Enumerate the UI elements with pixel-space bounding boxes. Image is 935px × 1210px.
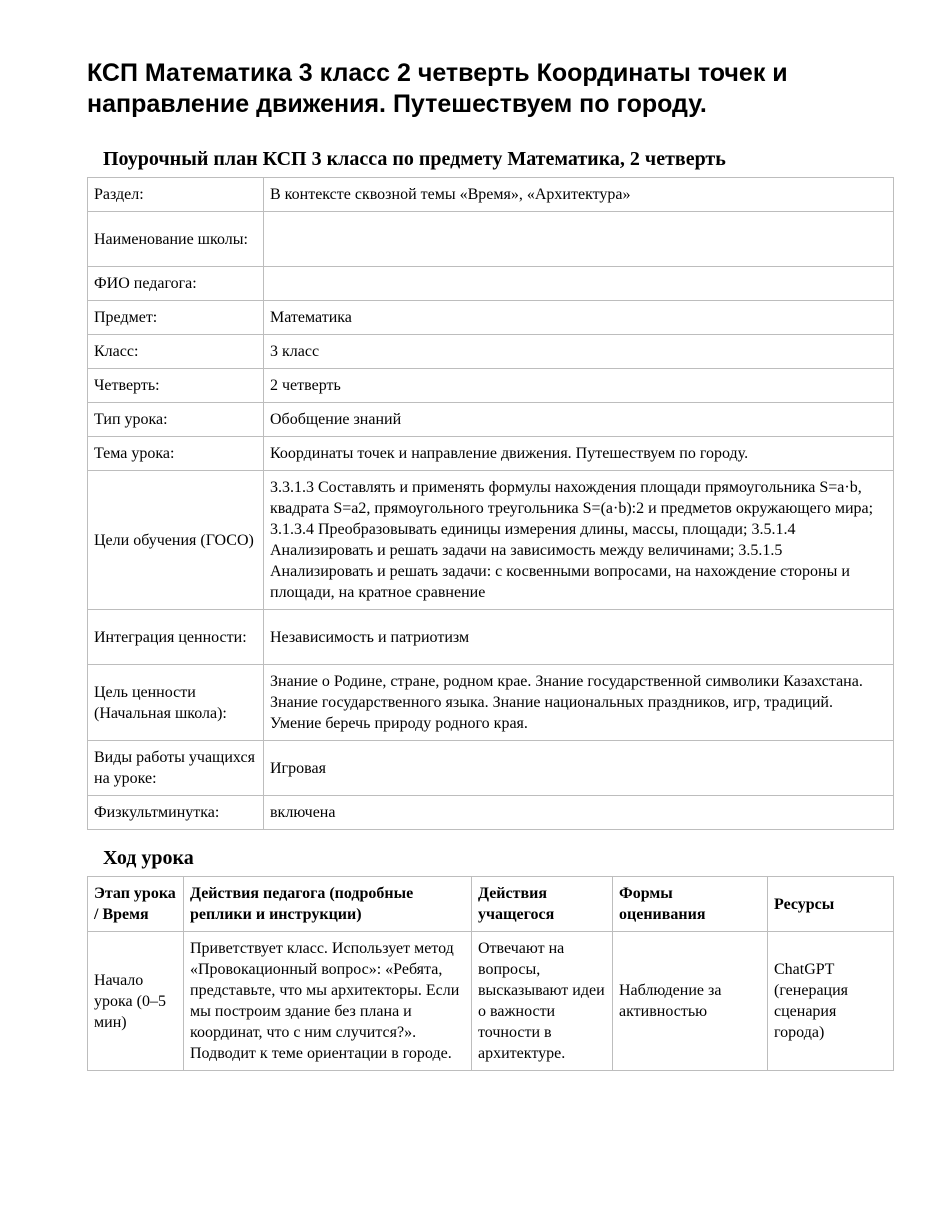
table-row (88, 437, 894, 471)
row-label: Наименование школы: (88, 212, 264, 267)
progress-heading: Ход урока (103, 847, 194, 869)
row-value: 3.3.1.3 Составлять и применять формулы нахождения площади прямоугольника S=a·b, квадрата S=a2, прямоугольного треугольника S=(a·b):2 и предметов окружающего мира; 3.1.3.4 Преобразовывать единицы измерения длины, массы, площади; 3.5.1.4 Анализировать и решать задачи на зависимость между величинами; 3.5.1.5 Анализировать и решать задачи: с косвенными вопросами, на нахождение стороны и площади, на кратное сравнение (264, 471, 894, 610)
row-label: Цель ценности (Начальная школа): (88, 665, 264, 741)
row-label: Предмет: (88, 301, 264, 335)
table-row (88, 403, 894, 437)
row-label: ФИО педагога: (88, 267, 264, 301)
row-label: Физкультминутка: (88, 796, 264, 830)
table-row (88, 610, 894, 665)
row-label: Интеграция ценности: (88, 610, 264, 665)
cell-assessment: Наблюдение за активностью (613, 932, 768, 1071)
row-value: Обобщение знаний (264, 403, 894, 437)
table-row (88, 267, 894, 301)
row-value (264, 212, 894, 267)
document-title: КСП Математика 3 класс 2 четверть Координаты точек и направление движения. Путешествуем по городу. (87, 59, 788, 118)
row-value: Математика (264, 301, 894, 335)
row-label: Тип урока: (88, 403, 264, 437)
cell-student: Отвечают на вопросы, высказывают идеи о важности точности в архитектуре. (472, 932, 613, 1071)
row-label: Класс: (88, 335, 264, 369)
row-value: Координаты точек и направление движения. Путешествуем по городу. (264, 437, 894, 471)
cell-teacher: Приветствует класс. Использует метод «Провокационный вопрос»: «Ребята, представьте, что мы архитекторы. Если мы построим здание без плана и координат, что с ним случится?». Подводит к теме ориентации в городе. (184, 932, 472, 1071)
row-value: В контексте сквозной темы «Время», «Архитектура» (264, 178, 894, 212)
table-row (88, 665, 894, 741)
table-row (88, 741, 894, 796)
row-label: Цели обучения (ГОСО) (88, 471, 264, 610)
column-header-teacher: Действия педагога (подробные реплики и инструкции) (184, 877, 472, 932)
table-row (88, 178, 894, 212)
column-header-student: Действия учащегося (472, 877, 613, 932)
table-row (88, 932, 894, 1071)
lesson-plan-table (87, 177, 894, 830)
row-value: Независимость и патриотизм (264, 610, 894, 665)
table-header-row (88, 877, 894, 932)
table-row (88, 301, 894, 335)
table-row (88, 369, 894, 403)
row-label: Раздел: (88, 178, 264, 212)
column-header-resources: Ресурсы (768, 877, 894, 932)
row-value: 3 класс (264, 335, 894, 369)
row-label: Виды работы учащихся на уроке: (88, 741, 264, 796)
column-header-stage: Этап урока / Время (88, 877, 184, 932)
table-row (88, 471, 894, 610)
table-row (88, 212, 894, 267)
lesson-progress-table (87, 876, 894, 1071)
row-value: Знание о Родине, стране, родном крае. Знание государственной символики Казахстана. Знание государственного языка. Знание национальных праздников, игр, традиций. Умение беречь природу родного края. (264, 665, 894, 741)
row-value: включена (264, 796, 894, 830)
row-label: Тема урока: (88, 437, 264, 471)
cell-resources: ChatGPT (генерация сценария города) (768, 932, 894, 1071)
row-value: Игровая (264, 741, 894, 796)
row-value: 2 четверть (264, 369, 894, 403)
cell-stage: Начало урока (0–5 мин) (88, 932, 184, 1071)
document-page (87, 58, 893, 1071)
row-label: Четверть: (88, 369, 264, 403)
row-value (264, 267, 894, 301)
column-header-assessment: Формы оценивания (613, 877, 768, 932)
table-row (88, 796, 894, 830)
plan-heading: Поурочный план КСП 3 класса по предмету Математика, 2 четверть (103, 148, 726, 170)
table-row (88, 335, 894, 369)
